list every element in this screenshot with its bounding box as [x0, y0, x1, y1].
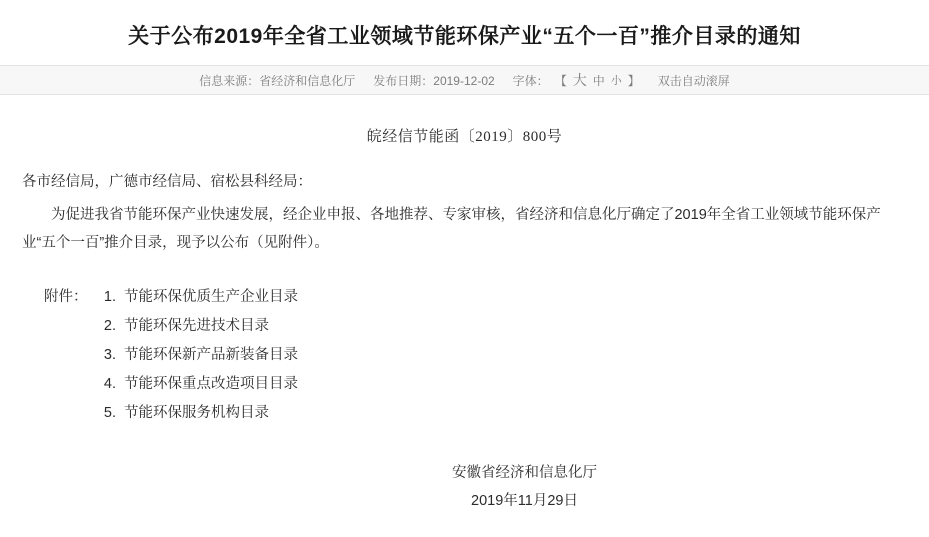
attachment-label: 附件：	[44, 289, 88, 306]
font-size-medium-link[interactable]: 中	[592, 73, 605, 88]
page-title: 关于公布2019年全省工业领域节能环保产业“五个一百”推介目录的通知	[128, 25, 801, 48]
list-item	[44, 283, 907, 312]
attachment-title[interactable]: 节能环保重点改造项目目录	[124, 376, 298, 393]
attachment-number: 4.	[103, 376, 116, 393]
body-paragraph: 为促进我省节能环保产业快速发展，经企业申报、各地推荐、专家审核，省经济和信息化厅确定了2019年全省工业领域节能环保产业“五个一百”推介目录，现予以公布（见附件）。	[22, 206, 881, 251]
meta-date-label: 发布日期：	[373, 73, 434, 88]
attachment-title[interactable]: 节能环保先进技术目录	[124, 318, 269, 335]
recipients-line: 各市经信局，广德市经信局、宿松县科经局：	[22, 174, 312, 191]
meta-bar	[0, 65, 929, 95]
list-item	[44, 312, 907, 341]
meta-source-value: 省经济和信息化厅	[259, 73, 356, 88]
document-content	[0, 125, 929, 515]
list-item	[44, 399, 907, 428]
meta-source	[199, 72, 355, 89]
attachment-title[interactable]: 节能环保服务机构目录	[124, 405, 269, 422]
attachment-title[interactable]: 节能环保优质生产企业目录	[124, 289, 298, 306]
attachment-number: 2.	[103, 318, 116, 335]
attachment-number: 5.	[103, 405, 116, 422]
font-size-label: 字体：	[512, 73, 549, 88]
auto-scroll-link[interactable]: 双击自动滚屏	[657, 73, 730, 88]
meta-date	[373, 72, 494, 89]
meta-date-value: 2019-12-02	[433, 73, 495, 88]
attachment-number: 3.	[103, 347, 116, 364]
font-size-small-link[interactable]: 小	[610, 75, 622, 88]
attachment-title[interactable]: 节能环保新产品新装备目录	[124, 347, 298, 364]
font-size-controls	[513, 70, 640, 90]
font-size-bracket-open: 【	[554, 73, 567, 88]
document-number: 皖经信节能函〔2019〕800号	[366, 129, 563, 146]
list-item	[44, 341, 907, 370]
attachment-number: 1.	[103, 289, 116, 306]
list-item	[44, 370, 907, 399]
signature-block	[22, 460, 907, 515]
font-size-large-link[interactable]: 大	[572, 72, 587, 89]
meta-source-label: 信息来源：	[199, 73, 260, 88]
signer-name: 安徽省经济和信息化厅	[452, 465, 597, 482]
signature-date: 2019年11月29日	[471, 492, 578, 509]
font-size-bracket-close: 】	[627, 73, 640, 88]
title-band	[0, 0, 929, 65]
attachment-list	[22, 283, 907, 428]
